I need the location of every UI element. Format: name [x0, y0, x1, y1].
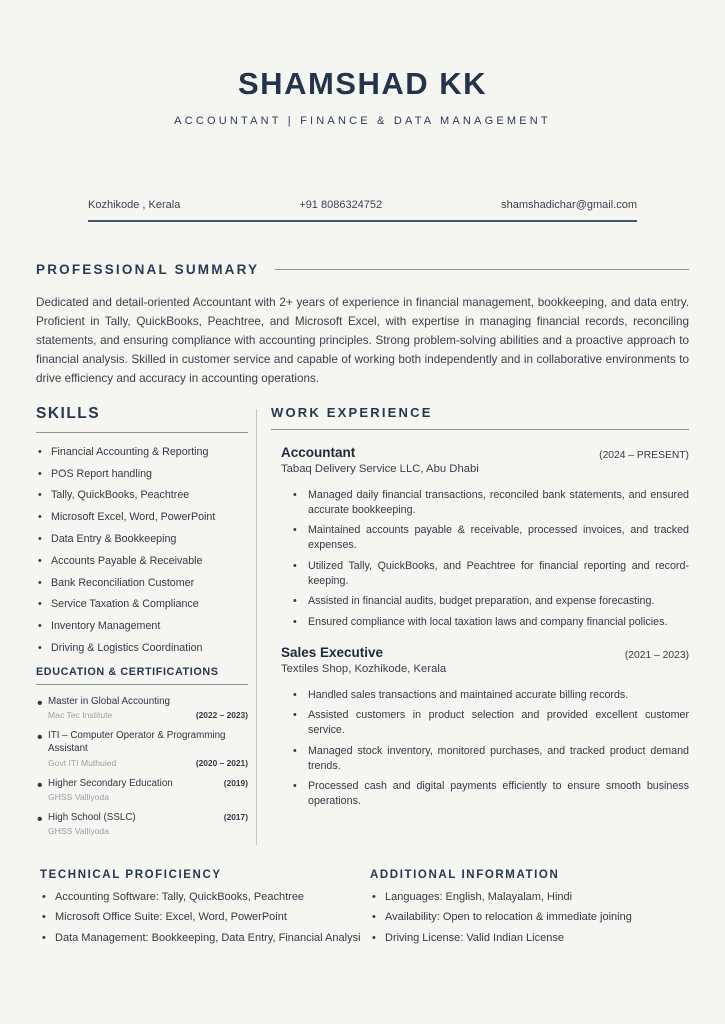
job-entry: [271, 445, 689, 630]
job-bullet: • Managed daily financial transactions, reconciled bank statements, and ensured accurate bookkeeping.: [293, 488, 689, 518]
education-title: • Master in Global Accounting: [48, 695, 170, 707]
education-dates: (2019): [223, 777, 248, 788]
skill-item: • Tally, QuickBooks, Peachtree: [36, 489, 248, 501]
skill-item: • Service Taxation & Compliance: [36, 598, 248, 610]
job-header: [281, 445, 689, 475]
education-item: [36, 695, 248, 720]
job-bullet: • Utilized Tally, QuickBooks, and Peachtree for financial reporting and record-keeping.: [293, 559, 689, 589]
technical-proficiency-list: [40, 890, 370, 946]
skills-section: [36, 405, 248, 654]
work-experience-section: [271, 405, 689, 809]
skill-item: • Data Entry & Bookkeeping: [36, 533, 248, 545]
education-titleline: [48, 777, 248, 790]
education-item: [36, 729, 248, 767]
education-item: [36, 811, 248, 836]
additional-item: • Languages: English, Malayalam, Hindi: [370, 890, 689, 905]
education-title: • High School (SSLC): [48, 811, 136, 823]
job-dates: (2024 – PRESENT): [599, 449, 689, 461]
job-company: Tabaq Delivery Service LLC, Abu Dhabi: [281, 462, 479, 475]
summary-heading-rule: [275, 269, 689, 270]
job-bullet-list: [281, 688, 689, 809]
additional-information-section: [370, 869, 689, 951]
job-title: Accountant: [281, 444, 356, 460]
summary-heading: PROFESSIONAL SUMMARY: [36, 262, 260, 277]
education-dates: (2020 – 2021): [195, 757, 248, 768]
job-bullet: • Maintained accounts payable & receivable, processed invoices, and tracked expenses.: [293, 523, 689, 553]
resume-header: [36, 66, 689, 222]
candidate-name: SHAMSHAD KK: [238, 66, 487, 101]
skill-item: • Accounts Payable & Receivable: [36, 555, 248, 567]
summary-text: Dedicated and detail-oriented Accountant with 2+ years of experience in financial management, bookkeeping, and data entry. Proficient in Tally, QuickBooks, Peachtree, and Microsoft Excel, with expertise in managing financial records, reconciling statements, and ensuring compliance with accounting principles. Strong problem-solving abilities and a proactive approach to financial analysis. Skilled in customer service and capable of working both independently and in collaborative environments to drive efficiency and accuracy in accounting operations.: [36, 296, 689, 385]
job-bullet: • Handled sales transactions and maintained accurate billing records.: [293, 688, 689, 703]
education-list: [36, 695, 248, 836]
main-columns: [36, 405, 689, 845]
contact-row: [88, 199, 637, 211]
job-bullet-list: [281, 488, 689, 630]
job-bullet: • Managed stock inventory, monitored purchases, and tracked product demand trends.: [293, 744, 689, 774]
technical-item: • Data Management: Bookkeeping, Data Entry, Financial Analysi: [40, 931, 370, 946]
skill-item: • Financial Accounting & Reporting: [36, 446, 248, 458]
candidate-title: ACCOUNTANT | FINANCE & DATA MANAGEMENT: [174, 115, 551, 127]
education-title: • Higher Secondary Education: [48, 777, 173, 789]
skill-item: • Driving & Logistics Coordination: [36, 642, 248, 654]
education-item: [36, 777, 248, 802]
additional-item: • Driving License: Valid Indian License: [370, 931, 689, 946]
job-title: Sales Executive: [281, 644, 384, 660]
skills-heading: SKILLS: [36, 405, 248, 433]
education-dates: (2022 – 2023): [195, 710, 248, 721]
education-section: [36, 666, 248, 836]
education-institution: Govt ITI Muthuied: [48, 757, 117, 768]
skill-item: • Bank Reconciliation Customer: [36, 577, 248, 589]
job-header-left: [281, 445, 479, 475]
job-bullet: • Assisted in financial audits, budget preparation, and expense forecasting.: [293, 594, 689, 609]
work-experience-heading: WORK EXPERIENCE: [271, 405, 689, 430]
additional-item: • Availability: Open to relocation & immediate joining: [370, 910, 689, 925]
education-subline: [48, 708, 248, 720]
contact-email: shamshadichar@gmail.com: [501, 199, 637, 211]
job-bullet: • Assisted customers in product selection and provided excellent customer service.: [293, 708, 689, 738]
education-institution: GHSS Valliyoda: [48, 826, 109, 837]
skill-item: • Inventory Management: [36, 620, 248, 632]
right-column: [257, 405, 689, 845]
skill-item: • POS Report handling: [36, 468, 248, 480]
education-title: • ITI – Computer Operator & Programming Assistant: [48, 730, 226, 755]
contact-phone: +91 8086324752: [299, 199, 383, 211]
job-bullet: • Ensured compliance with local taxation laws and company financial policies.: [293, 615, 689, 630]
technical-item: • Microsoft Office Suite: Excel, Word, PowerPoint: [40, 910, 370, 925]
job-header: [281, 645, 689, 675]
bottom-columns: [36, 869, 689, 951]
education-titleline: [48, 811, 248, 824]
contact-location: Kozhikode , Kerala: [88, 199, 181, 211]
job-bullet: • Processed cash and digital payments efficiently to ensure smooth business operations.: [293, 779, 689, 809]
professional-summary-section: [36, 262, 689, 389]
job-entry: [271, 645, 689, 809]
technical-item: • Accounting Software: Tally, QuickBooks, Peachtree: [40, 890, 370, 905]
education-subline: [48, 756, 248, 768]
education-heading: EDUCATION & CERTIFICATIONS: [36, 666, 248, 685]
education-dates: (2017): [223, 811, 248, 822]
technical-proficiency-section: [36, 869, 370, 951]
left-column: [36, 405, 248, 845]
job-company: Textiles Shop, Kozhikode, Kerala: [281, 662, 447, 675]
technical-proficiency-heading: TECHNICAL PROFICIENCY: [40, 869, 222, 882]
education-institution: GHSS Valliyoda: [48, 791, 109, 802]
skill-item: • Microsoft Excel, Word, PowerPoint: [36, 511, 248, 523]
additional-information-list: [370, 890, 689, 946]
header-divider: [88, 220, 637, 222]
skills-list: [36, 446, 248, 654]
education-institution: Mac Tec Institute: [48, 710, 113, 721]
additional-information-heading: ADDITIONAL INFORMATION: [370, 869, 560, 882]
summary-heading-row: [36, 262, 689, 277]
job-header-left: [281, 645, 446, 675]
job-dates: (2021 – 2023): [624, 649, 689, 661]
